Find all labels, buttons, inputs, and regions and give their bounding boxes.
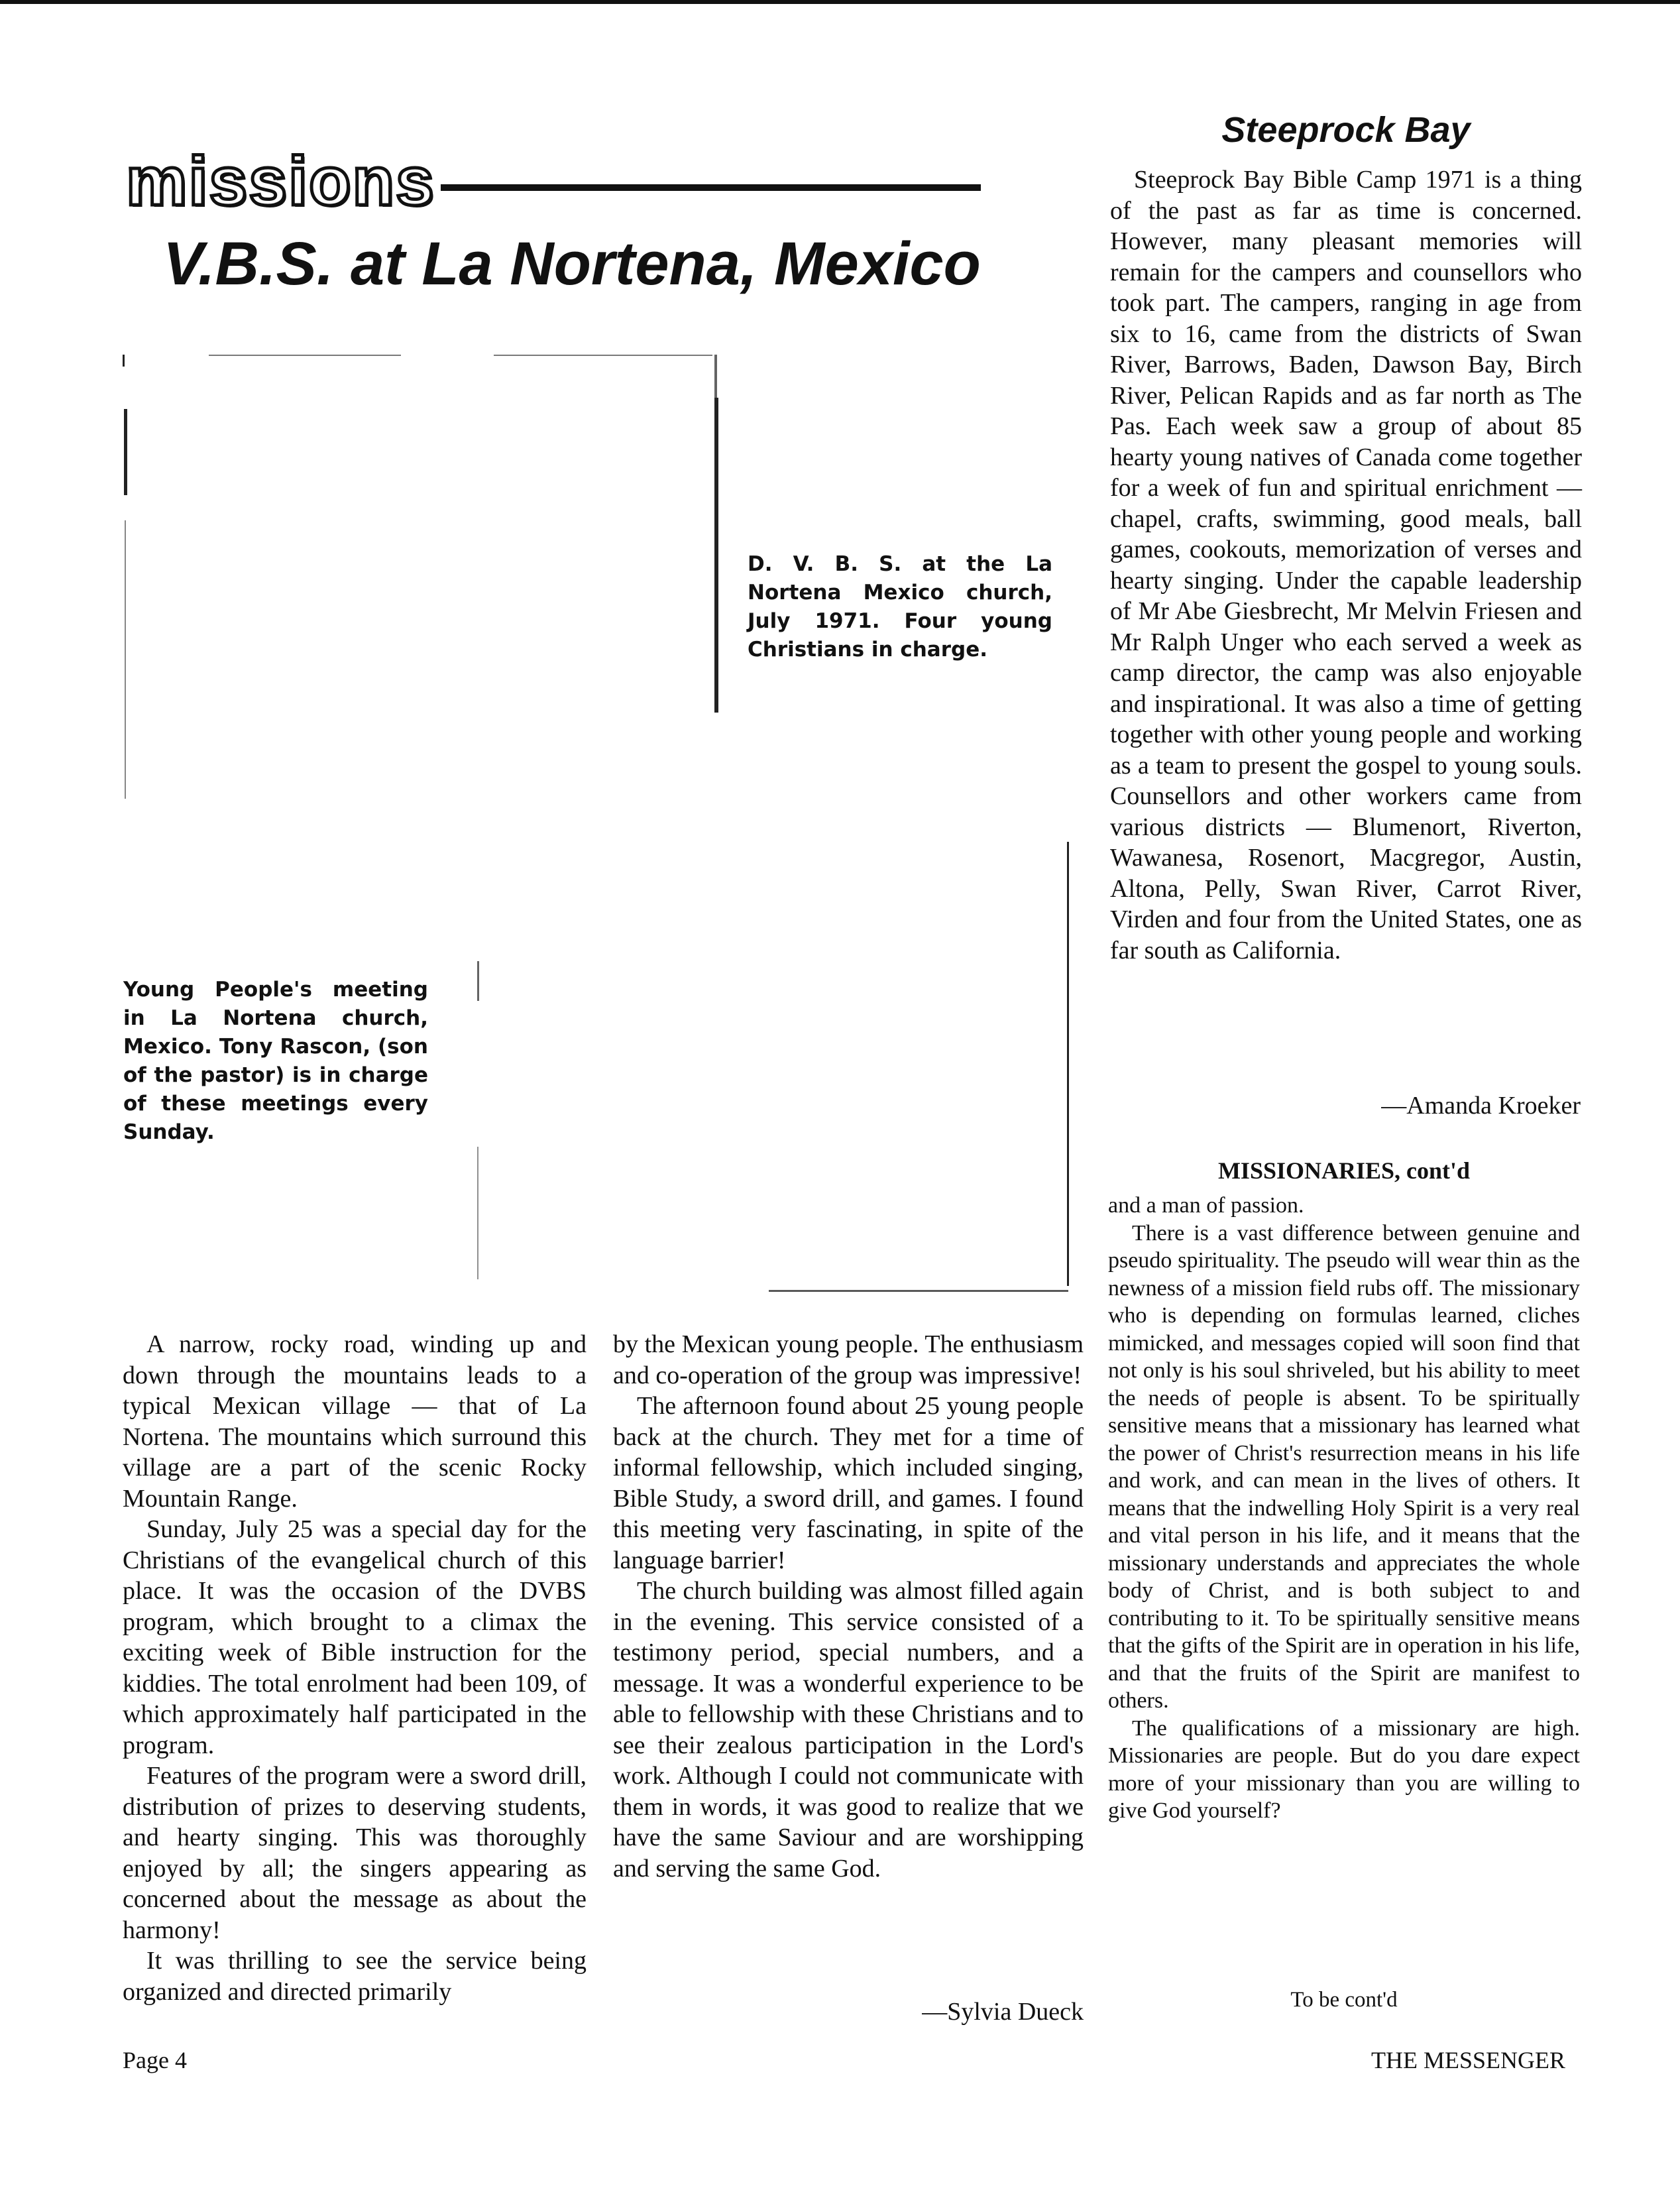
vbs-article-column-2 (613, 1329, 1084, 1884)
photo-edge (123, 355, 125, 367)
paragraph: It was thrilling to see the service being organized and directed primarily (123, 1947, 587, 2006)
missionaries-title: MISSIONARIES, cont'd (1217, 1157, 1471, 1184)
photo-edge (494, 355, 712, 356)
publication-name: THE MESSENGER (1371, 2047, 1565, 2073)
paragraph: The afternoon found about 25 young people back at the church. They met for a time of informal fellowship, which included singing, Bible Study, a sword drill, and games. I found this meeting very fascinating, in spite of the language barrier! (613, 1392, 1084, 1574)
paragraph: The church building was almost filled again in the evening. This service consisted of a testimony period, special numbers, and a message. It was a wonderful experience to be able to fellowship with these Christians and to see their zealous participation in the Lord's work. Although I could not communicate with them in words, it was good to realize that we have the same Saviour and are worshipping and serving the same God. (613, 1577, 1084, 1883)
photo-edge (124, 409, 127, 495)
to-be-continued: To be cont'd (1290, 1988, 1398, 2012)
paragraph: Features of the program were a sword drill, distribution of prizes to deserving students, and hearty singing. This was thoroughly enjoyed by all; the singers appearing as concerned about the message as about the harmony! (123, 1762, 587, 1944)
vbs-author: —Sylvia Dueck (922, 1998, 1084, 2026)
vbs-article-column-1 (123, 1329, 587, 2007)
photo-edge (477, 961, 479, 1001)
photo-edge (125, 520, 126, 799)
photo-edge (769, 1290, 1068, 1292)
photo-young-peoples-meeting (477, 723, 1070, 1293)
steeprock-body (1110, 164, 1582, 966)
paragraph: by the Mexican young people. The enthusiasm and co-operation of the group was impressive! (613, 1330, 1084, 1389)
paragraph: There is a vast difference between genuine and pseudo spirituality. The pseudo will wear thin as the newness of a mission field rubs off. The missionary who is depending on formulas learned, cliches mimicked, and messages copied will soon find that not only is his soul shriveled, but his ability to meet the needs of people is absent. To be spiritually sensitive means that a missionary has learned what the power of Christ's resurrection means in his life and work, and can mean in the lives of others. It means that the indwelling Holy Spirit is a very real and vital person in his life, and it means that the missionary understands and appreciates the whole body of Christ, and is both subject to and contributing to it. To be spiritually sensitive means that the gifts of the Spirit are in operation in his life, and that the fruits of the Spirit are manifest to others. (1108, 1220, 1580, 1713)
steeprock-author: —Amanda Kroeker (1381, 1092, 1581, 1120)
photo-edge (477, 1147, 478, 1279)
photo-edge (209, 355, 401, 356)
paragraph: The qualifications of a missionary are high. Missionaries are people. But do you dare expect more of your missionary than you are willing to give God yourself? (1108, 1715, 1580, 1823)
paragraph: and a man of passion. (1108, 1193, 1304, 1218)
section-title: missions (126, 143, 435, 220)
paragraph: Sunday, July 25 was a special day for the Christians of the evangelical church of this place. It was the occasion of the DVBS program, which brought to a climax the exciting week of Bible instruction for the kiddies. The total enrolment had been 109, of which approximately half participated in the program. (123, 1515, 587, 1759)
page-number: Page 4 (123, 2047, 187, 2073)
photo-caption-dvbs: D. V. B. S. at the La Nortena Mexico church, July 1971. Four young Christians in charge. (748, 552, 1052, 662)
photo-edge (714, 355, 717, 398)
top-border (0, 0, 1680, 4)
missionaries-body (1108, 1192, 1580, 1825)
photo-caption-young-peoples: Young People's meeting in La Nortena church, Mexico. Tony Rascon, (son of the pastor) is in charge of these meetings every Sunday. (123, 978, 428, 1144)
steeprock-title: Steeprock Bay (1221, 110, 1471, 150)
paragraph: Steeprock Bay Bible Camp 1971 is a thing of the past as far as time is concerned. However, many pleasant memories will remain for the campers and counsellors who took part. The campers, ranging in age from six to 16, came from the districts of Swan River, Barrows, Baden, Dawson Bay, Birch River, Pelican Rapids and as far north as The Pas. Each week saw a group of about 85 hearty young natives of Canada come together for a week of fun and spiritual enrichment — chapel, crafts, swimming, good meals, ball games, cookouts, memorization of verses and hearty singing. Under the capable leadership of Mr Abe Giesbrecht, Mr Melvin Friesen and Mr Ralph Unger who each served a week as camp director, the camp was also enjoyable and inspirational. It was also a time of getting together with other young people and working as a team to present the gospel to young souls. Counsellors and other workers came from various districts — Blumenort, Riverton, Wawanesa, Rosenort, Macgregor, Austin, Altona, Pelly, Swan River, Carrot River, Virden and four from the United States, one as far south as California. (1110, 166, 1582, 964)
photo-edge (1067, 842, 1069, 1286)
title-rule (441, 184, 981, 191)
paragraph: A narrow, rocky road, winding up and down through the mountains leads to a typical Mexican village — that of La Nortena. The mountains which surround this village are a part of the scenic Rocky Mountain Range. (123, 1330, 587, 1513)
article-title: V.B.S. at La Nortena, Mexico (163, 230, 981, 298)
photo-edge (714, 398, 718, 713)
